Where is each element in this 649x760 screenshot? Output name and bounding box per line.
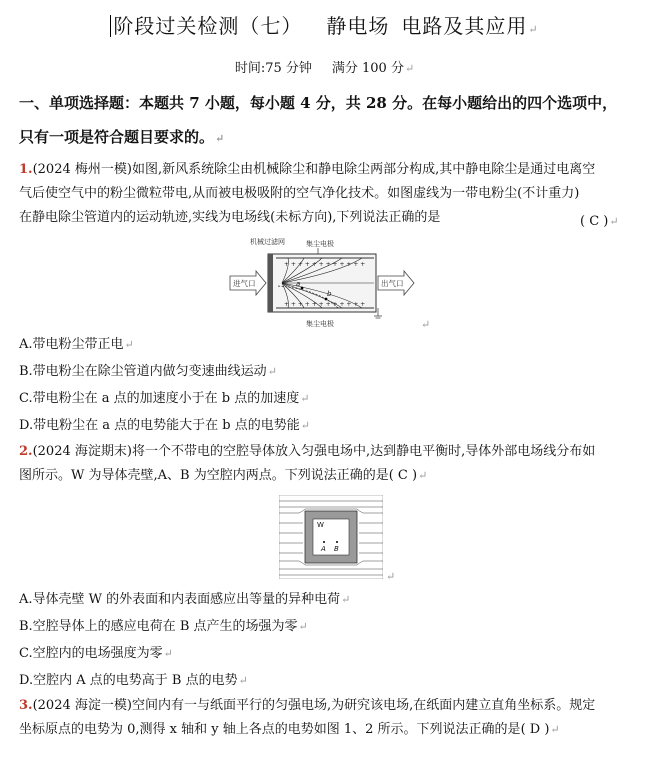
question-line: 在静电除尘管道内的运动轨迹,实线为电场线(未标方向),下列说法正确的是 — [19, 210, 441, 225]
point-a-label: A — [321, 545, 326, 553]
bottom-electrode-label: 集尘电极 — [306, 320, 334, 328]
dust-collector-figure — [228, 236, 428, 328]
option-text: D.空腔内 A 点的电势高于 B 点的电势 — [19, 673, 238, 688]
point-a-label: a — [296, 280, 301, 288]
return-mark-icon: ↵ — [404, 62, 415, 75]
question-2-stem — [19, 440, 641, 488]
question-line: (2024 海淀期末)将一个不带电的空腔导体放入匀强电场中,达到静电平衡时,导体外部电场线分布如 — [32, 444, 596, 459]
question-2-answer: ( C ) — [388, 468, 418, 483]
exam-time: 时间:75 分钟 — [234, 61, 312, 76]
text-cursor — [110, 15, 111, 37]
return-mark-icon: ↵ — [341, 593, 351, 606]
section-line-1: 一、单项选择题：本题共 7 小题，每小题 4 分，共 28 分。在每小题给出的四个选项中， — [19, 94, 618, 112]
option-a — [19, 333, 134, 352]
option-text: A.导体壳壁 W 的外表面和内表面感应出等量的异种电荷 — [19, 592, 341, 607]
question-1-answer — [580, 214, 619, 229]
option-b — [19, 360, 277, 379]
question-number: 2. — [19, 444, 33, 459]
option-d — [19, 669, 248, 688]
option-c — [19, 387, 309, 406]
option-text: D.带电粉尘在 a 点的电势能大于在 b 点的电势能 — [19, 418, 300, 433]
return-mark-icon: ↵ — [267, 365, 277, 378]
return-mark-icon: ↵ — [238, 674, 248, 687]
question-3-answer: ( D ) — [520, 722, 550, 737]
option-text: C.带电粉尘在 a 点的加速度小于在 b 点的加速度 — [19, 391, 300, 406]
answer-text: ( C ) — [580, 214, 609, 229]
outlet-label: 出气口 — [381, 279, 404, 288]
return-mark-icon: ↵ — [300, 419, 310, 432]
option-d — [19, 414, 310, 433]
exam-score: 满分 100 分 — [331, 61, 404, 76]
question-1-stem — [19, 158, 641, 230]
question-line: (2024 海淀一模)空间内有一与纸面平行的匀强电场,为研究该电场,在纸面内建立直角坐标系。规定 — [32, 698, 596, 713]
shell-label-w: W — [317, 521, 324, 529]
filter-label: 机械过滤网 — [250, 238, 285, 246]
return-mark-icon: ↵ — [550, 723, 560, 736]
option-b — [19, 615, 308, 634]
question-number: 3. — [19, 698, 33, 713]
title-text: 阶段过关检测（七） — [113, 14, 303, 38]
exam-info — [0, 57, 649, 76]
point-b-label: B — [334, 545, 339, 553]
option-a — [19, 588, 350, 607]
return-mark-icon: ↵ — [386, 570, 396, 583]
hollow-conductor-figure — [279, 495, 383, 579]
return-mark-icon: ↵ — [421, 318, 431, 331]
option-text: C.空腔内的电场强度为零 — [19, 646, 163, 661]
point-b-label: b — [327, 290, 332, 298]
title-topic-2: 电路及其应用 — [401, 14, 528, 38]
option-text: B.空腔导体上的感应电荷在 B 点产生的场强为零 — [19, 619, 298, 634]
option-text: B.带电粉尘在除尘管道内做匀变速曲线运动 — [19, 364, 267, 379]
return-mark-icon: ↵ — [163, 647, 173, 660]
filter-mesh — [268, 254, 273, 312]
page-title — [0, 10, 649, 39]
option-c — [19, 642, 173, 661]
return-mark-icon: ↵ — [124, 338, 134, 351]
return-mark-icon: ↵ — [609, 215, 619, 228]
question-number: 1. — [19, 162, 33, 177]
return-mark-icon: ↵ — [298, 620, 308, 633]
section-line-2: 只有一项是符合题目要求的。 — [19, 128, 215, 146]
question-line: 气后使空气中的粉尘微粒带电,从而被电极吸附的空气净化技术。如图虚线为一带电粉尘(不计重力) — [19, 186, 580, 201]
section-header — [19, 86, 641, 156]
return-mark-icon: ↵ — [300, 392, 310, 405]
svg-text:+ + + + + + + + + + + +: + + + + + + + + + + + + — [284, 261, 366, 268]
svg-text:+ + + + + + + + + + + +: + + + + + + + + + + + + — [284, 301, 366, 308]
question-3-stem — [19, 694, 641, 742]
question-line: (2024 梅州一模)如图,新风系统除尘由机械除尘和静电除尘两部分构成,其中静电除尘是通过电离空 — [32, 162, 596, 177]
return-mark-icon: ↵ — [215, 132, 225, 145]
top-electrode-label: 集尘电极 — [306, 240, 334, 248]
return-mark-icon: ↵ — [528, 23, 539, 36]
question-line: 图所示。W 为导体壳壁,A、B 为空腔内两点。下列说法正确的是 — [19, 468, 389, 483]
title-topic-1: 静电场 — [326, 14, 390, 38]
return-mark-icon: ↵ — [418, 469, 428, 482]
inlet-label: 进气口 — [233, 279, 256, 288]
question-line: 坐标原点的电势为 0,测得 x 轴和 y 轴上各点的电势如图 1、2 所示。下列说法正确的是 — [19, 722, 521, 737]
option-text: A.带电粉尘带正电 — [19, 337, 124, 352]
